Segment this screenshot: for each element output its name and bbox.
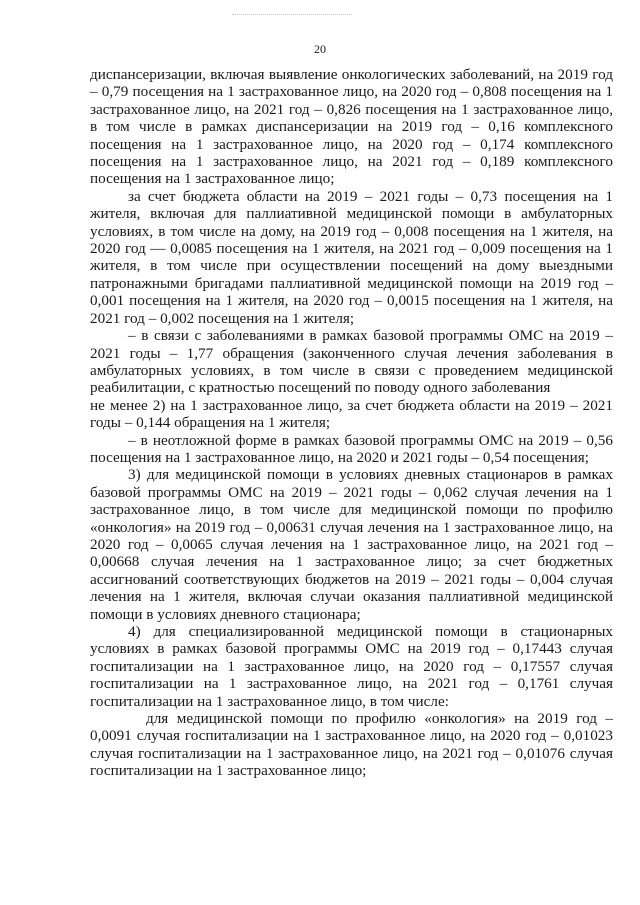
paragraph-disease-appeals: – в связи с заболеваниями в рамках базовой программы ОМС на 2019 – 2021 годы – 1,77 обращения (законченного случая лечения заболевания в амбулаторных условиях, в том числе в связи с проведением медицинской реабилитации, с кратностью посещений по поводу одного заболевания: [90, 327, 613, 397]
paragraph-regional-budget-visits: за счет бюджета области на 2019 – 2021 годы – 0,73 посещения на 1 жителя, включая для паллиативной медицинской помощи в амбулаторных условиях, в том числе на дому, на 2019 год – 0,008 посещения на 1 жителя, на 2020 год — 0,0085 посещения на 1 жителя, на 2021 год – 0,009 посещения на 1 жителя, в том числе при осуществлении посещений на дому выездными патронажными бригадами паллиативной медицинской помощи на 2019 год – 0,001 посещения на 1 жителя, на 2020 год – 0,0015 посещения на 1 жителя, на 2021 год – 0,002 посещения на 1 жителя;: [90, 187, 613, 327]
paragraph-oncology-hospitalization: для медицинской помощи по профилю «онкология» на 2019 год – 0,0091 случая госпитализации на 1 застрахованное лицо, на 2020 год – 0,01023 случая госпитализации на 1 застрахованное лицо, на 2021 год – 0,01076 случая госпитализации на 1 застрахованное лицо;: [90, 710, 613, 780]
paragraph-appeals-continued: не менее 2) на 1 застрахованное лицо, за счет бюджета области на 2019 – 2021 годы – 0,144 обращения на 1 жителя;: [90, 396, 613, 432]
paragraph-inpatient-care: 4) для специализированной медицинской помощи в стационарных условиях в рамках базовой программы ОМС на 2019 год – 0,17443 случая госпитализации на 1 застрахованное лицо, на 2020 год – 0,17557 случая госпитализации на 1 застрахованное лицо, на 2021 год – 0,1761 случая госпитализации на 1 застрахованное лицо, в том числе:: [90, 623, 613, 710]
scan-artifact: [232, 14, 352, 19]
paragraph-dispanserization: диспансеризации, включая выявление онкологических заболеваний, на 2019 год – 0,79 посещения на 1 застрахованное лицо, на 2020 год – 0,808 посещения на 1 застрахованное лицо, на 2021 год – 0,826 посещения на 1 застрахованное лицо, в том числе в рамках диспансеризации на 2019 год – 0,16 комплексного посещения на 1 застрахованное лицо, на 2020 год – 0,174 комплексного посещения на 1 застрахованное лицо, на 2021 год – 0,189 комплексного посещения на 1 застрахованное лицо;: [90, 66, 613, 188]
paragraph-day-hospital: 3) для медицинской помощи в условиях дневных стационаров в рамках базовой программы ОМС на 2019 – 2021 годы – 0,062 случая лечения на 1 застрахованное лицо, в том числе для медицинской помощи по профилю «онкология» на 2019 год – 0,00631 случая лечения на 1 застрахованное лицо, на 2020 год – 0,0065 случая лечения на 1 застрахованное лицо, на 2021 год – 0,00668 случая лечения на 1 застрахованное лицо; за счет бюджетных ассигнований соответствующих бюджетов на 2019 – 2021 годы – 0,004 случая лечения на 1 жителя, включая случаи оказания паллиативной медицинской помощи в условиях дневного стационара;: [90, 466, 613, 623]
paragraph-urgent-visits: – в неотложной форме в рамках базовой программы ОМС на 2019 – 0,56 посещения на 1 застрахованное лицо, на 2020 и 2021 годы – 0,54 посещения;: [90, 431, 613, 466]
document-body: [90, 66, 613, 780]
page-number: 20: [314, 42, 326, 56]
